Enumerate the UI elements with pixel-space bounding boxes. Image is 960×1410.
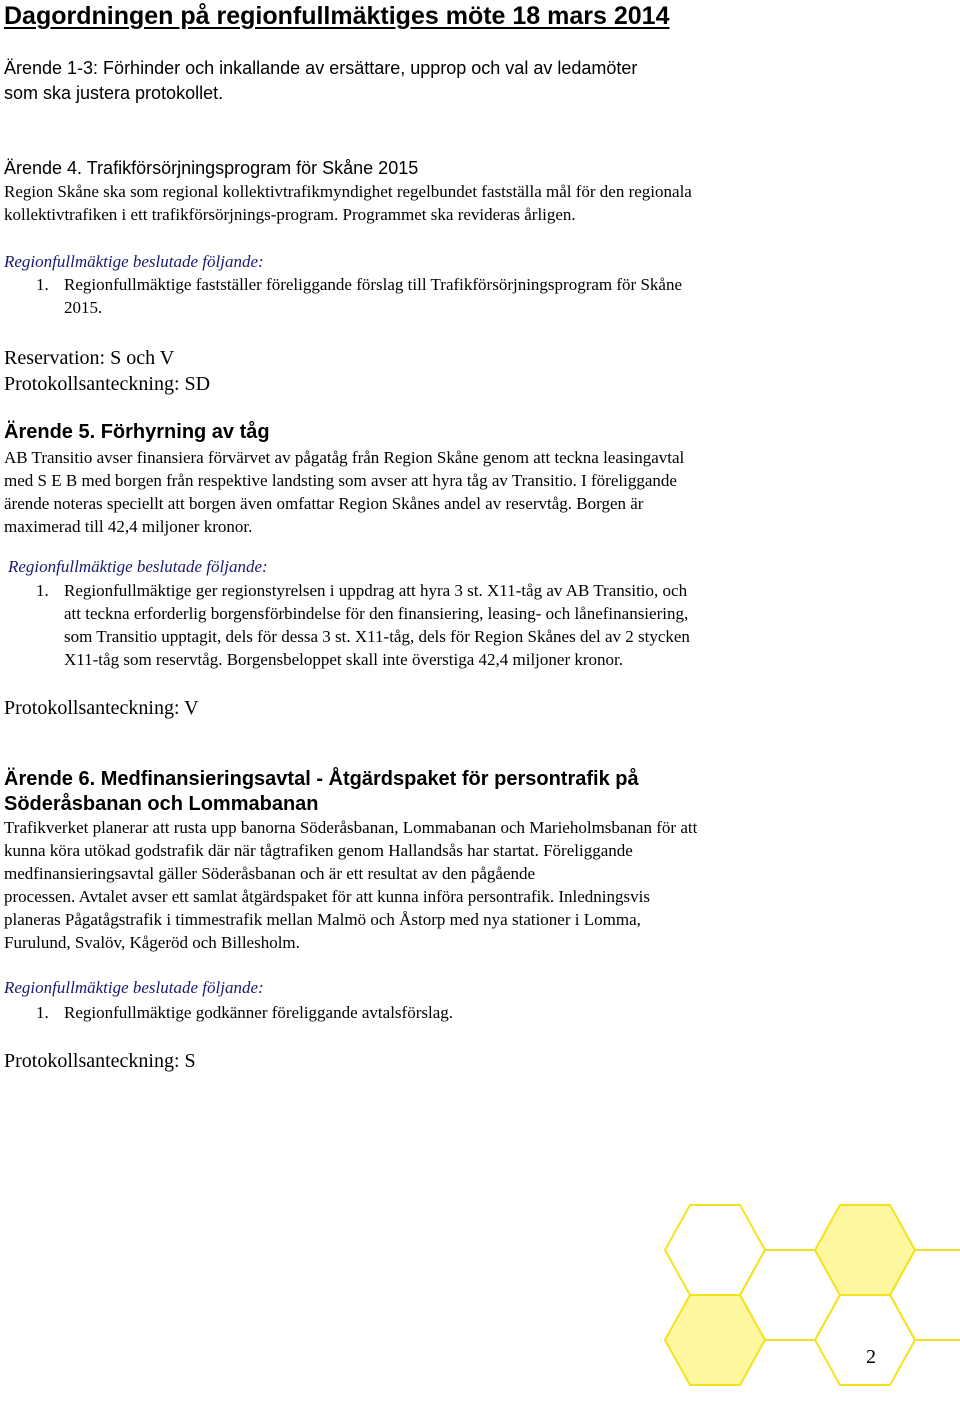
- item6-heading-line1: Ärende 6. Medfinansieringsavtal - Åtgärdspaket för persontrafik på: [4, 768, 639, 790]
- item5-p-line: ärende noteras speciellt att borgen även omfattar Region Skånes andel av reservtåg. Borgen är: [4, 494, 644, 513]
- item5-d1-line: att teckna erforderlig borgensförbindelse för den finansiering, leasing- och lånefinansiering,: [64, 604, 689, 623]
- hexagon-outline: [815, 1295, 915, 1385]
- item6-p-line: medfinansieringsavtal gäller Söderåsbanan och är ett resultat av den pågående: [4, 864, 536, 883]
- item4-paragraph: [4, 180, 692, 226]
- items-1-3-line1: Ärende 1-3: Förhinder och inkallande av ersättare, upprop och val av ledamöter: [4, 58, 638, 78]
- item4-note: Protokollsanteckning: SD: [4, 373, 211, 395]
- item4-reservation: Reservation: S och V: [4, 347, 175, 369]
- item4-p-line1: Region Skåne ska som regional kollektivtrafikmyndighet regelbundet fastställa mål för den regionala: [4, 182, 692, 201]
- item5-decision-label: Regionfullmäktige beslutade följande:: [8, 557, 268, 576]
- item5-d1-num: 1.: [36, 581, 49, 600]
- item5-d1-line: X11-tåg som reservtåg. Borgensbeloppet skall inte överstiga 42,4 miljoner kronor.: [64, 650, 623, 669]
- item5-paragraph: [4, 446, 684, 538]
- hexagon-decoration: [620, 1180, 960, 1410]
- item6-decision-list: [36, 1001, 453, 1024]
- item6-p-line: Furulund, Svalöv, Kågeröd och Billesholm.: [4, 933, 300, 952]
- item4-d1-line2: 2015.: [64, 298, 103, 317]
- item6-p-line: planeras Pågatågstrafik i timmestrafik mellan Malmö och Åstorp med nya stationer i Lomma,: [4, 910, 641, 929]
- item4-notes: [4, 345, 210, 397]
- item6-heading-line2: Söderåsbanan och Lommabanan: [4, 793, 319, 815]
- item6-p-line: kunna köra utökad godstrafik där när tågtrafiken genom Hallandsås har startat. Föreliggande: [4, 841, 633, 860]
- item4-d1-line1: Regionfullmäktige fastställer föreliggande förslag till Trafikförsörjningsprogram för Skåne: [64, 275, 683, 294]
- item6-decision-label: Regionfullmäktige beslutade följande:: [4, 978, 264, 997]
- item5-heading: Ärende 5. Förhyrning av tåg: [4, 421, 270, 443]
- item4-p-line2: kollektivtrafiken i ett trafikförsörjnings-program. Programmet ska revideras årligen.: [4, 205, 576, 224]
- item6-d1-num: 1.: [36, 1003, 49, 1022]
- item6-note: Protokollsanteckning: S: [4, 1050, 196, 1072]
- item4-decision-label: Regionfullmäktige beslutade följande:: [4, 252, 264, 271]
- items-1-3-heading: [4, 56, 637, 106]
- item4-heading: Ärende 4. Trafikförsörjningsprogram för Skåne 2015: [4, 158, 419, 178]
- items-1-3-line2: som ska justera protokollet.: [4, 83, 224, 103]
- hexagon-filled: [815, 1205, 915, 1295]
- hexagon-outline: [665, 1205, 765, 1295]
- item6-paragraph: [4, 816, 697, 954]
- item5-decision-list: [36, 579, 690, 671]
- item5-note: Protokollsanteckning: V: [4, 697, 199, 719]
- item6-heading: [4, 767, 639, 817]
- item5-p-line: med S E B med borgen från respektive landsting som avser att hyra tåg av Transitio. I föreliggande: [4, 471, 677, 490]
- hexagon-group: [665, 1205, 960, 1385]
- item5-p-line: AB Transitio avser finansiera förvärvet av pågatåg från Region Skåne genom att teckna leasingavtal: [4, 448, 685, 467]
- item6-d1-line: Regionfullmäktige godkänner föreliggande avtalsförslag.: [64, 1003, 453, 1022]
- item5-d1-line: som Transitio upptagit, dels för dessa 3 st. X11-tåg, dels för Region Skånes del av 2 stycken: [64, 627, 690, 646]
- item4-d1-num: 1.: [36, 275, 49, 294]
- page-number: 2: [866, 1346, 876, 1368]
- item6-p-line: Trafikverket planerar att rusta upp banorna Söderåsbanan, Lommabanan och Marieholmsbanan för att: [4, 818, 698, 837]
- hexagon-filled: [665, 1295, 765, 1385]
- item6-p-line: processen. Avtalet avser ett samlat åtgärdspaket för att kunna införa persontrafik. Inledningsvis: [4, 887, 650, 906]
- item4-decision-list: [36, 273, 682, 319]
- item5-d1-line: Regionfullmäktige ger regionstyrelsen i uppdrag att hyra 3 st. X11-tåg av AB Transitio, och: [64, 581, 688, 600]
- item5-p-line: maximerad till 42,4 miljoner kronor.: [4, 517, 253, 536]
- page-title: Dagordningen på regionfullmäktiges möte 18 mars 2014: [4, 2, 670, 30]
